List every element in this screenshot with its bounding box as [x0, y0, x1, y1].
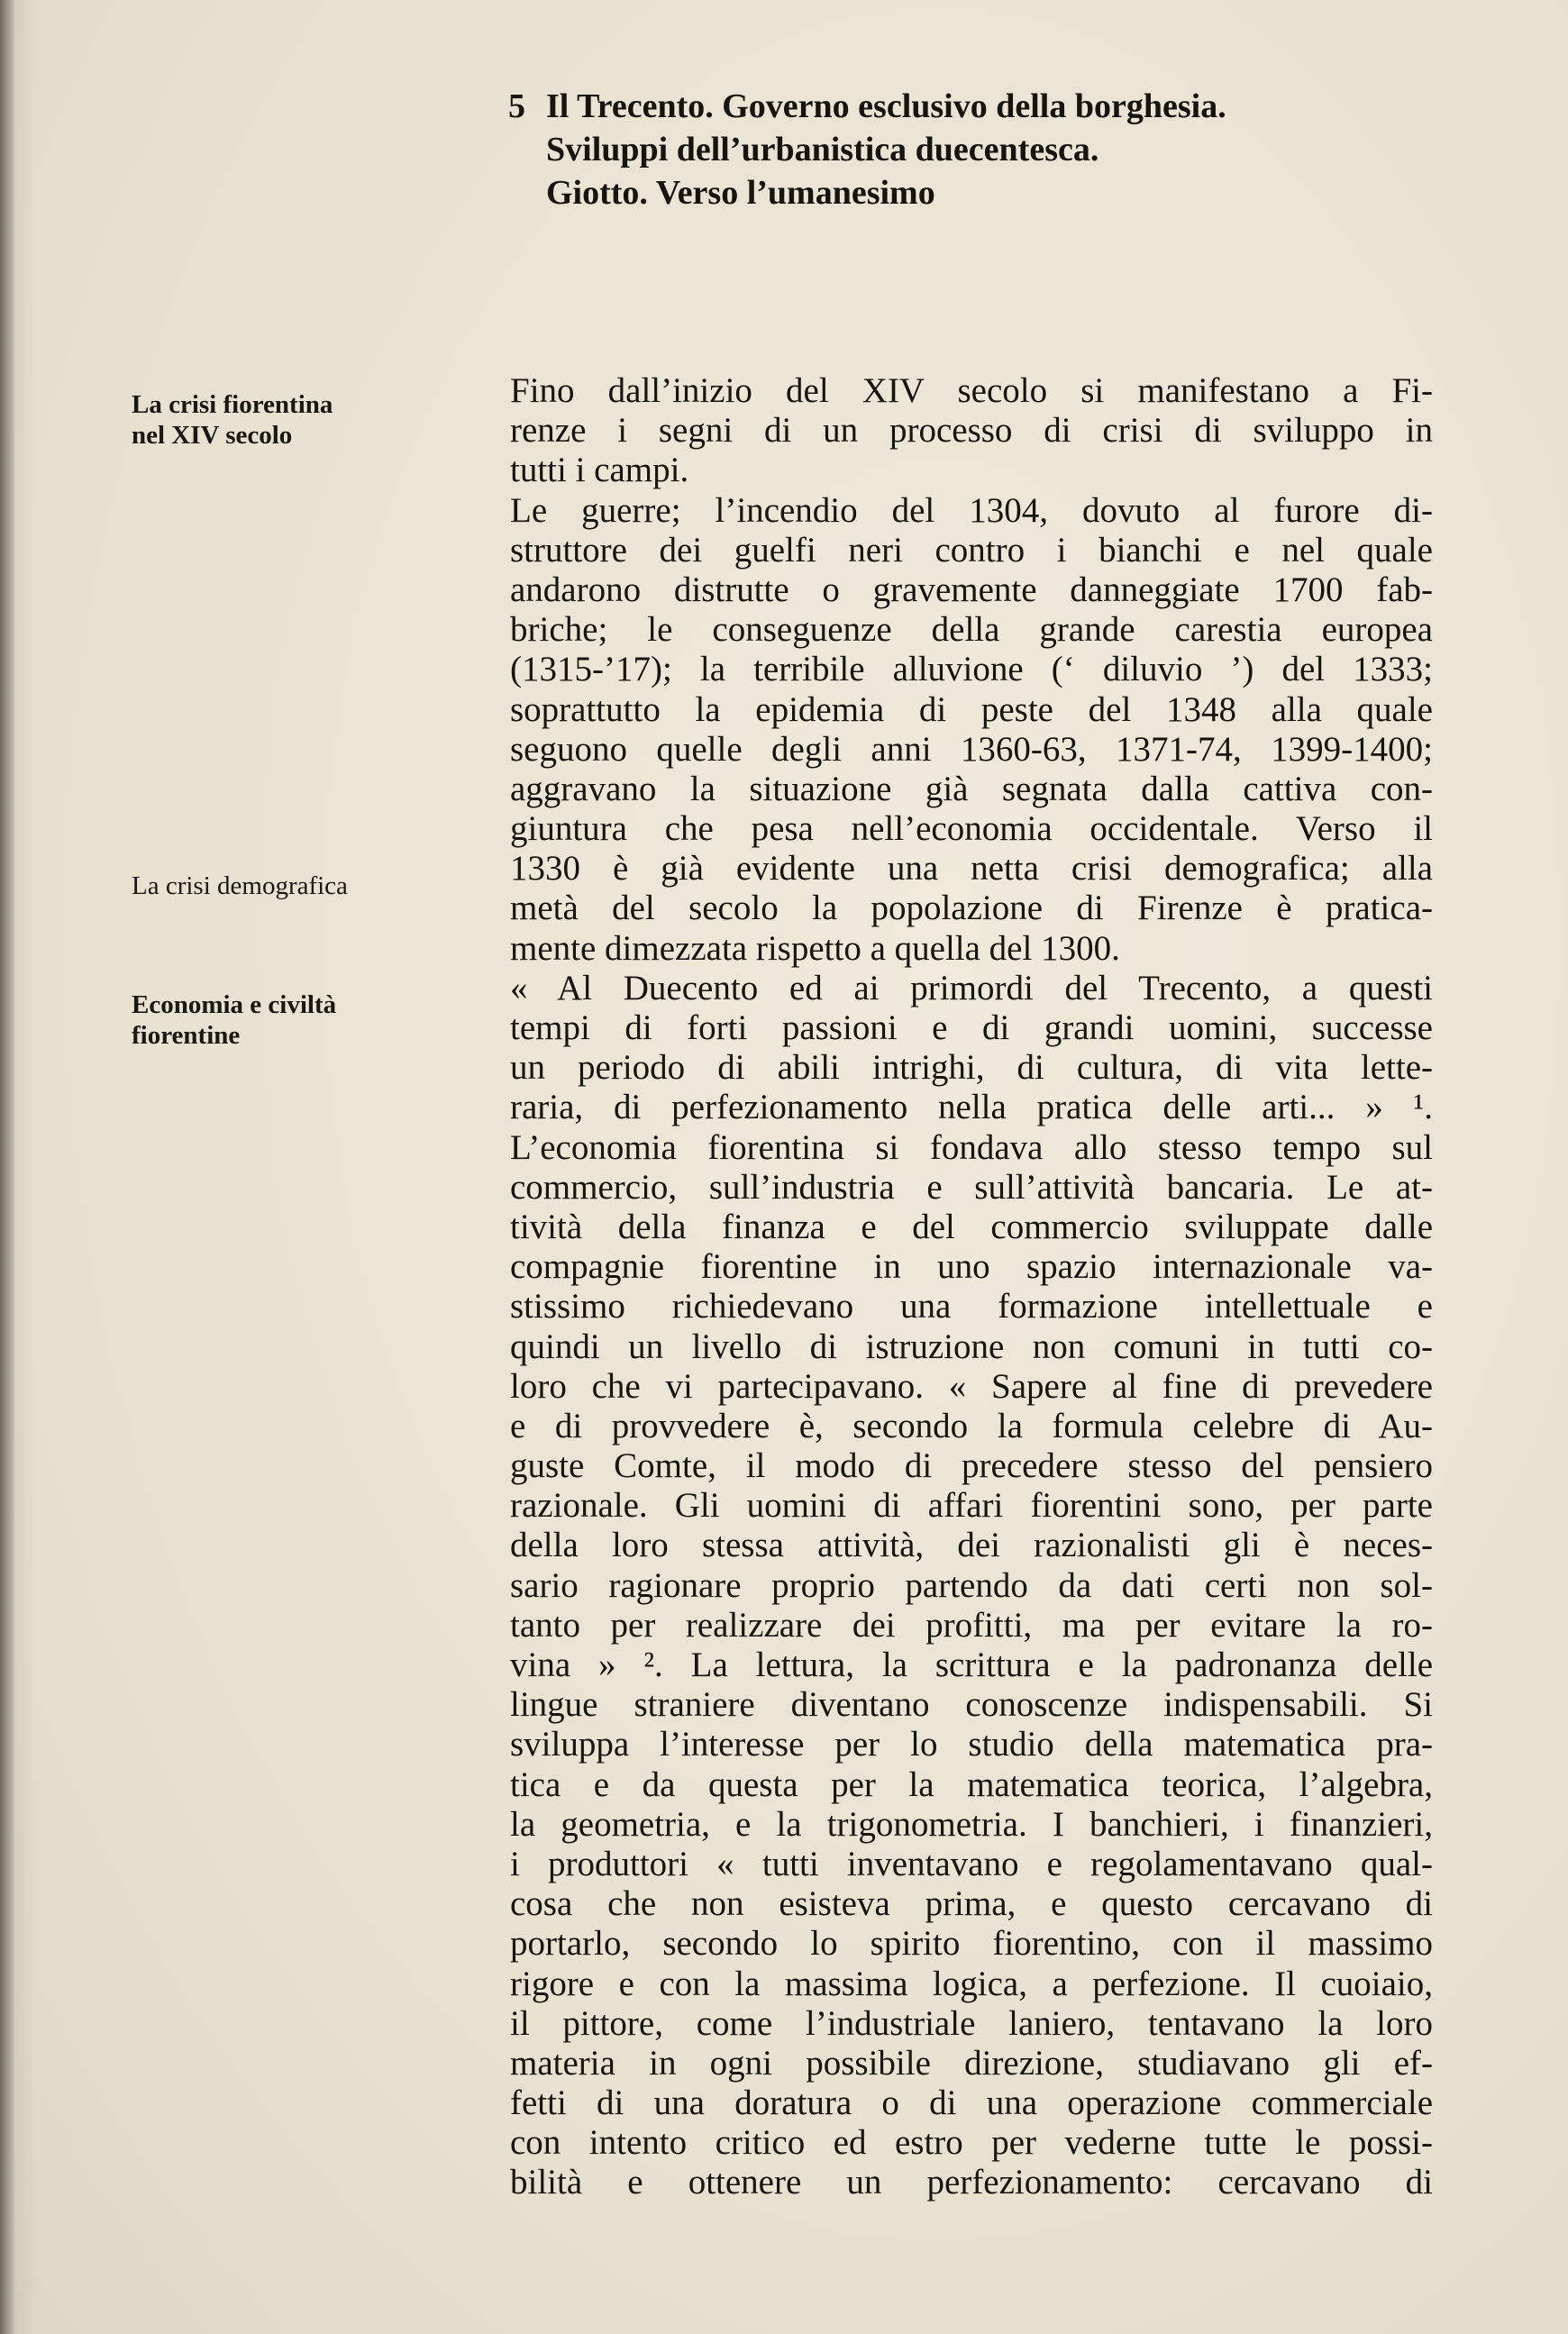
body-line: fetti di una doratura o di una operazione commerciale: [510, 2083, 1433, 2123]
chapter-heading: [508, 85, 1445, 214]
body-line: « Al Duecento ed ai primordi del Trecento, a questi: [510, 968, 1433, 1007]
body-line: materia in ogni possibile direzione, studiavano gli ef-: [510, 2043, 1433, 2083]
body-line: un periodo di abili intrighi, di cultura, di vita lette-: [510, 1048, 1433, 1088]
body-line: il pittore, come l’industriale laniero, tentavano la loro: [510, 2003, 1433, 2043]
body-line: rigore e con la massima logica, a perfezione. Il cuoiaio,: [510, 1964, 1433, 2003]
body-line: sario ragionare proprio partendo da dati certi non sol-: [510, 1565, 1433, 1605]
body-line: compagnie fiorentine in uno spazio internazionale va-: [510, 1247, 1433, 1287]
sidenote-line: La crisi demografica: [132, 871, 348, 900]
body-line: soprattutto la epidemia di peste del 1348 alla quale: [510, 689, 1433, 729]
body-line: i produttori « tutti inventavano e regolamentavano qual-: [510, 1844, 1433, 1883]
body-line: la geometria, e la trigonometria. I banchieri, i finanzieri,: [510, 1804, 1433, 1844]
body-line: mente dimezzata rispetto a quella del 1300.: [510, 928, 1120, 968]
body-line: seguono quelle degli anni 1360-63, 1371-74, 1399-1400;: [510, 729, 1433, 769]
body-line: L’economia fiorentina si fondava allo stesso tempo sul: [510, 1127, 1433, 1167]
body-text: [510, 371, 1433, 2203]
page-gutter: [0, 0, 14, 2334]
body-line: Fino dall’inizio del XIV secolo si manifestano a Fi-: [510, 371, 1433, 410]
chapter-number: 5: [508, 87, 525, 125]
heading-line-2: [508, 128, 1445, 171]
body-line: vina » ². La lettura, la scrittura e la padronanza delle: [510, 1646, 1433, 1684]
heading-line-3: [508, 171, 1445, 214]
sidenote-line: La crisi fiorentina: [132, 390, 333, 419]
body-line: tanto per realizzare dei profitti, ma per evitare la ro-: [510, 1605, 1433, 1645]
body-line: metà del secolo la popolazione di Firenze è pratica-: [510, 889, 1433, 928]
body-line: e di provvedere è, secondo la formula celebre di Au-: [510, 1406, 1433, 1445]
body-line: loro che vi partecipavano. « Sapere al fine di prevedere: [510, 1366, 1433, 1406]
sidenote-line: nel XIV secolo: [132, 421, 293, 450]
body-line: tutti i campi.: [510, 451, 689, 490]
heading-text-2: Sviluppi dell’urbanistica duecentesca.: [546, 131, 1099, 169]
body-line: commercio, sull’industria e sull’attività bancaria. Le at-: [510, 1167, 1433, 1207]
body-line: tempi di forti passioni e di grandi uomini, successe: [510, 1008, 1433, 1047]
body-line: (1315-’17); la terribile alluvione (‘ diluvio ’) del 1333;: [510, 650, 1433, 689]
body-line: raria, di perfezionamento nella pratica delle arti... » ¹.: [510, 1088, 1433, 1127]
body-line: briche; le conseguenze della grande carestia europea: [510, 610, 1433, 650]
body-line: renze i segni di un processo di crisi di sviluppo in: [510, 411, 1433, 451]
sidenote-economia-civilta: [132, 989, 402, 1051]
body-line: aggravano la situazione già segnata dalla cattiva con-: [510, 769, 1433, 808]
body-line: guste Comte, il modo di precedere stesso del pensiero: [510, 1446, 1433, 1486]
body-line: cosa che non esisteva prima, e questo cercavano di: [510, 1884, 1433, 1924]
body-line: della loro stessa attività, dei razionalisti gli è neces-: [510, 1526, 1433, 1565]
sidenote-line: fiorentine: [132, 1021, 241, 1050]
body-line: 1330 è già evidente una netta crisi demografica; alla: [510, 849, 1433, 889]
heading-text-3: Giotto. Verso l’umanesimo: [546, 174, 935, 212]
heading-line-1: [508, 85, 1445, 128]
body-line: Le guerre; l’incendio del 1304, dovuto al furore di-: [510, 490, 1433, 530]
body-line: andarono distrutte o gravemente danneggiate 1700 fab-: [510, 570, 1433, 609]
body-line: con intento critico ed estro per vederne tutte le possi-: [510, 2123, 1433, 2163]
body-line: portarlo, secondo lo spirito fiorentino, con il massimo: [510, 1924, 1433, 1964]
body-line: tività della finanza e del commercio sviluppate dalle: [510, 1207, 1433, 1246]
body-line: lingue straniere diventano conoscenze indispensabili. Si: [510, 1685, 1433, 1725]
sidenote-crisi-fiorentina: [132, 389, 402, 451]
body-line: quindi un livello di istruzione non comuni in tutti co-: [510, 1327, 1433, 1366]
heading-text-1: Il Trecento. Governo esclusivo della borghesia.: [546, 87, 1226, 125]
sidenote-crisi-demografica: [132, 871, 402, 901]
body-line: giuntura che pesa nell’economia occidentale. Verso il: [510, 809, 1433, 849]
body-line: tica e da questa per la matematica teorica, l’algebra,: [510, 1764, 1433, 1804]
body-line: razionale. Gli uomini di affari fiorentini sono, per parte: [510, 1486, 1433, 1526]
body-line: sviluppa l’interesse per lo studio della matematica pra-: [510, 1725, 1433, 1764]
body-line: bilità e ottenere un perfezionamento: cercavano di: [510, 2163, 1433, 2202]
body-line: stissimo richiedevano una formazione intellettuale e: [510, 1287, 1433, 1327]
body-line: struttore dei guelfi neri contro i bianchi e nel quale: [510, 530, 1433, 570]
sidenote-line: Economia e civiltà: [132, 990, 337, 1019]
